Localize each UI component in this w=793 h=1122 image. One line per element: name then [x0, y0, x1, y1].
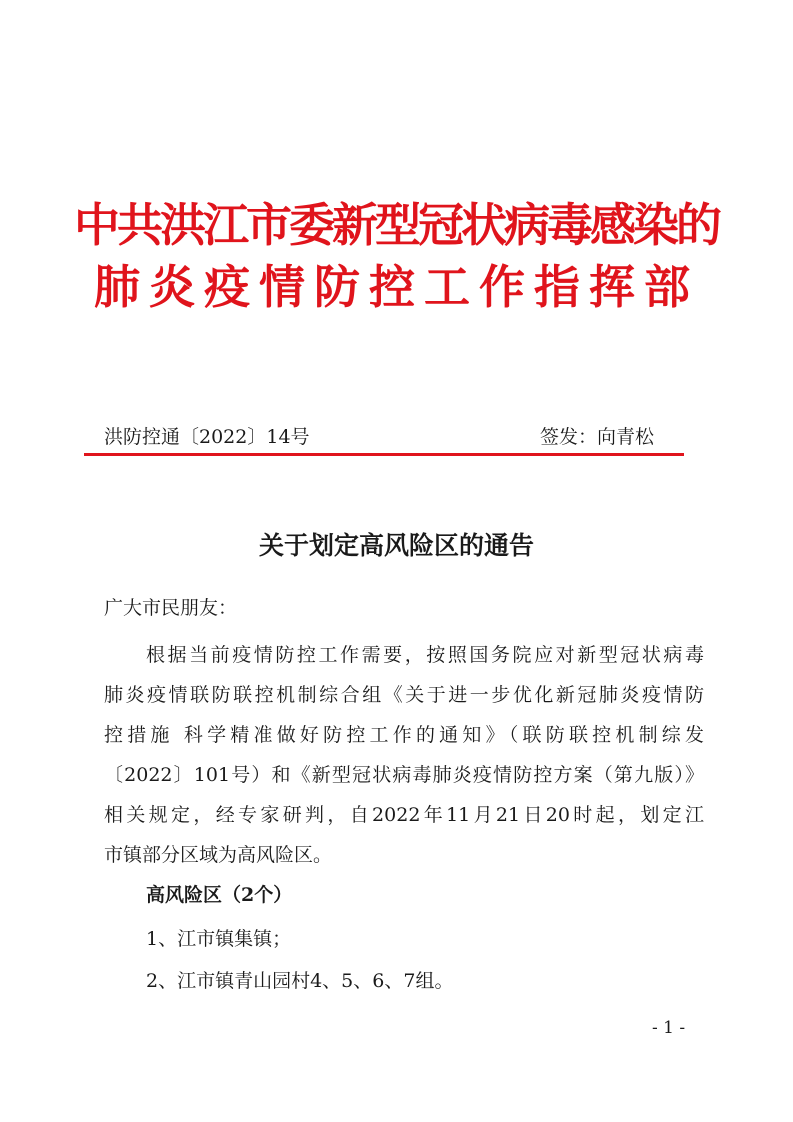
body-line: 市镇部分区域为高风险区。: [104, 844, 333, 866]
page-number: - 1 -: [652, 1018, 686, 1038]
signer: 签发：向青松: [540, 426, 655, 448]
high-risk-area-item: 1、江市镇集镇；: [146, 928, 292, 950]
notice-title: 关于划定高风险区的通告: [258, 531, 534, 560]
body-line: 肺炎疫情联防联控机制综合组《关于进一步优化新冠肺炎疫情防: [104, 684, 704, 706]
body-line: 〔2022〕101号）和《新型冠状病毒肺炎疫情防控方案（第九版）》: [104, 764, 704, 786]
body-paragraph: [104, 635, 704, 875]
high-risk-heading: 高风险区（2个）: [146, 884, 293, 906]
high-risk-area-item: 2、江市镇青山园村4、5、6、7组。: [146, 970, 454, 992]
document-number: 洪防控通〔2022〕14号: [104, 426, 310, 448]
issuer-name-line2: 肺炎疫情防控工作指挥部: [94, 260, 699, 314]
red-divider: [84, 453, 684, 456]
body-line: 控措施 科学精准做好防控工作的通知》（联防联控机制综发: [104, 724, 704, 746]
salutation: 广大市民朋友：: [104, 597, 238, 619]
body-line: 相关规定，经专家研判，自2022年11月21日20时起，划定江: [104, 804, 704, 826]
body-line: 根据当前疫情防控工作需要，按照国务院应对新型冠状病毒: [146, 644, 704, 666]
issuer-name-line1: 中共洪江市委新型冠状病毒感染的: [74, 198, 719, 252]
